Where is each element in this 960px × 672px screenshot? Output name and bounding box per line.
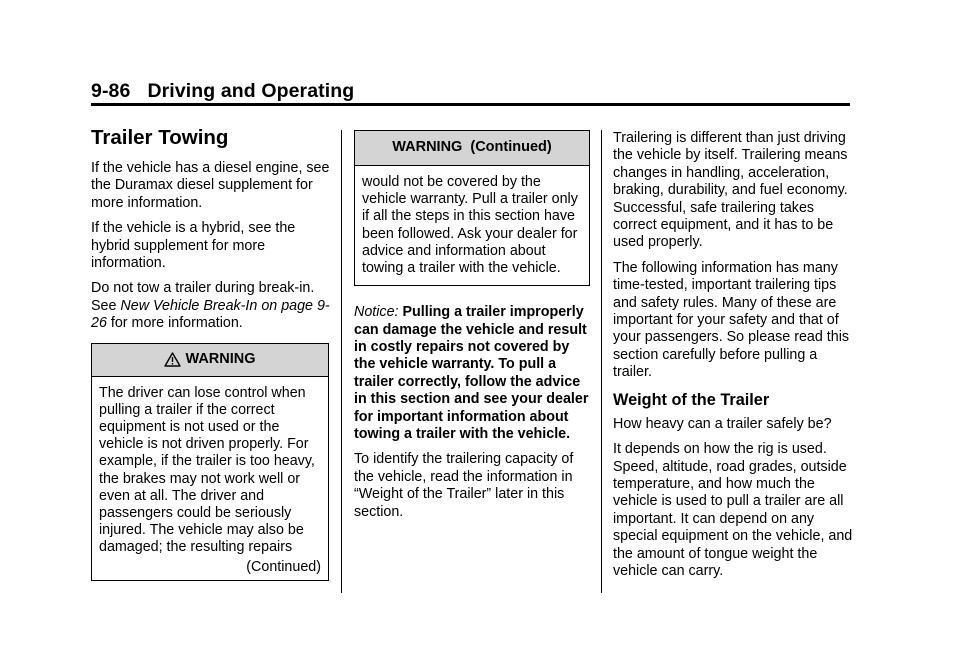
notice-label: Notice: [354, 304, 399, 321]
column-3 [613, 130, 853, 588]
paragraph-diesel: If the vehicle has a diesel engine, see the Duramax diesel supplement for more information. [91, 160, 330, 211]
page-header [91, 80, 354, 103]
warning-continued-title: WARNING (Continued) [392, 139, 552, 156]
section-title: Trailer Towing [91, 126, 229, 149]
warning-header [92, 344, 328, 377]
warning-title: WARNING [185, 350, 256, 367]
paragraph-capacity: To identify the trailering capacity of the vehicle, read the information in “Weight of the Trailer” later in this section. [354, 451, 574, 520]
warning-triangle-icon [164, 352, 181, 367]
warning-continued-box [354, 130, 590, 286]
notice-text: Pulling a trailer improperly can damage the vehicle and result in costly repairs not covered by the vehicle warranty. To pull a trailer correctly, follow the advice in this section and see your dealer for important information about towing a trailer with the vehicle. [354, 304, 589, 443]
column-divider-1 [341, 130, 342, 593]
continued-label: (Continued) [246, 558, 321, 575]
warning-continued-header [355, 131, 589, 166]
warning-continued-body [355, 166, 589, 285]
warning-continued-text: would not be covered by the vehicle warranty. Pull a trailer only if all the steps in this section have been followed. Ask your dealer for advice and information about towing a trailer with the vehicle. [362, 174, 578, 277]
column-2 [354, 130, 592, 529]
warning-text: The driver can lose control when pulling a trailer if the correct equipment is not used or the vehicle is not driven properly. For example, if the trailer is too heavy, the brakes may not work well or even at all. The driver and passengers could be seriously injured. The vehicle may also be damaged; the resulting repairs [99, 384, 315, 556]
notice-paragraph [354, 304, 592, 443]
warning-box [91, 343, 329, 581]
paragraph-how-heavy: How heavy can a trailer safely be? [613, 415, 832, 432]
paragraph-depends: It depends on how the rig is used. Speed, altitude, road grades, outside temperature, and how much the vehicle is used to pull a trailer are all important. It can depend on any special equipment on the vehicle, and the amount of tongue weight the vehicle can carry. [613, 441, 853, 579]
paragraph-following-info: The following information has many time-tested, important trailering tips and safety rules. Many of these are important for your safety and that of your passengers. So please read this section carefully before pulling a trailer. [613, 259, 850, 381]
cross-reference-link[interactable]: New Vehicle Break-In on page 9-26 [91, 297, 330, 332]
subsection-title: Weight of the Trailer [613, 390, 770, 409]
column-1 [91, 126, 331, 581]
paragraph-trailering-different: Trailering is different than just driving the vehicle by itself. Trailering means changes in handling, acceleration, braking, durability, and fuel economy. Successful, safe trailering takes correct equipment, and it has to be used properly. [613, 130, 848, 251]
column-divider-2 [601, 130, 602, 593]
page-number: 9-86 [91, 80, 131, 102]
chapter-title: Driving and Operating [147, 80, 355, 102]
warning-body [92, 377, 328, 580]
paragraph-break-in: Do not tow a trailer during break-in. See New Vehicle Break-In on page 9-26 for more information. [91, 280, 330, 332]
header-rule [91, 103, 850, 106]
paragraph-hybrid: If the vehicle is a hybrid, see the hybrid supplement for more information. [91, 220, 296, 272]
